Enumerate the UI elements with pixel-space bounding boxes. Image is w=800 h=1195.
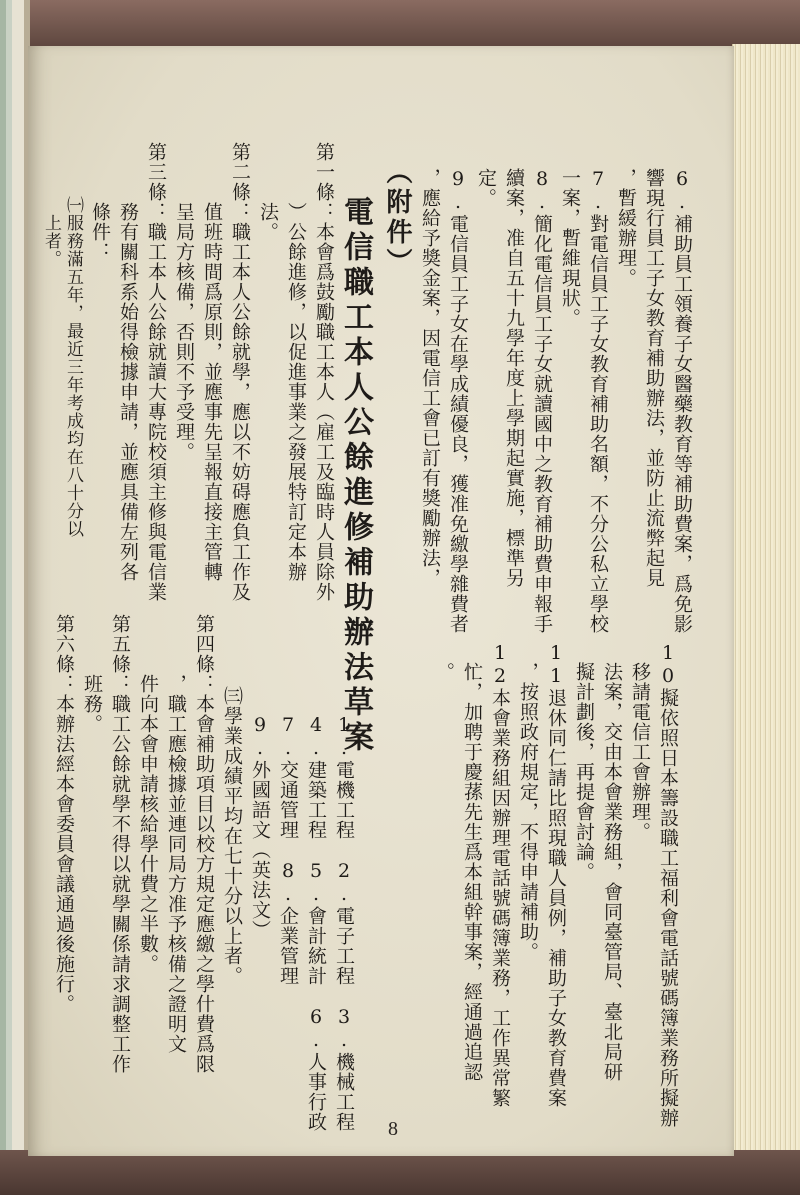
book-cover-top [0, 0, 800, 48]
document-title: 電信職工本人公餘進修補助辦法草案 [338, 196, 373, 756]
article-1-line-2: ）公餘進修，以促進事業之發展特訂定本辦 [285, 142, 307, 582]
article-5-line-1: 第五條：職工公餘就學不得以就學關係請求調整工作 [109, 614, 131, 1074]
article-3-line-1: 第三條：職工本人公餘就讀大專院校須主修與電信業 [145, 142, 167, 602]
item-11-line-1: 11退休同仁請比照現職人員例，補助子女教育費案 [545, 642, 567, 1108]
attachment-label: （附件） [382, 158, 412, 278]
item-9-line-2: ，應給予獎金案，因電信工會已訂有獎勵辦法， [419, 168, 441, 588]
item-7-line-1: 7.對電信員工子女教育補助名額，不分公私立學校 [587, 168, 609, 634]
article-4-line-1: 第四條：本會補助項目以校方規定應繳之學什費爲限 [193, 614, 215, 1074]
article-3-line-2: 務有關科系始得檢據申請，並應具備左列各 [117, 142, 139, 582]
article-4-line-2: ，職工應檢據並連同局方准予核備之證明文 [165, 614, 187, 1054]
item-11-line-2: ，按照政府規定，不得申請補助。 [517, 642, 539, 962]
article-3-sub-1-line-1: ㈠服務滿五年，最近三年考成均在八十分以 [63, 142, 83, 538]
item-8-line-2: 續案，准自五十九學年度上學期起實施，標準另 [503, 168, 525, 588]
subjects-row-1: 1.電機工程 2.電子工程 3.機械工程 [333, 714, 355, 1132]
item-6-line-3: ，暫緩辦理。 [615, 168, 637, 288]
item-6-line-2: 響現行員工子女教育補助辦法，並防止流弊起見 [643, 168, 665, 588]
book-spine [0, 0, 30, 1195]
item-12-line-1: 12本會業務組因辦理電話號碼簿業務，工作異常繁 [489, 642, 511, 1108]
item-8-line-3: 定。 [475, 168, 497, 208]
subjects-row-4: 9.外國語文（英法文） [249, 714, 271, 940]
item-7-line-2: 一案，暫維現狀。 [559, 168, 581, 328]
article-1-line-3: 法。 [257, 142, 279, 242]
book-cover-bottom [0, 1150, 800, 1195]
article-5-line-2: 班務。 [81, 614, 103, 734]
item-12-line-2: 忙，加聘于慶蓀先生爲本組幹事案，經通過追認 [461, 642, 483, 1082]
article-3-sub-1-line-2: 上者。 [41, 142, 61, 268]
article-3-sub-3: ㈢學業成績平均在七十分以上者。 [221, 686, 243, 986]
subjects-row-2: 4.建築工程 5.會計統計 6.人事行政 [305, 714, 327, 1132]
article-2-line-3: 呈局方核備，否則不予受理。 [173, 142, 195, 462]
item-10b-line-2: 擬計劃後，再提會討論。 [573, 642, 595, 882]
page-fore-edge [732, 44, 800, 1156]
article-6: 第六條：本辦法經本會委員會議通過後施行。 [53, 614, 75, 1014]
item-9-line-1: 9.電信員工子女在學成績優良，獲准免繳學雜費者 [447, 168, 469, 634]
item-12-line-3: 。 [433, 642, 455, 682]
item-10-line-2: 移請電信工會辦理。 [629, 642, 651, 842]
article-2-line-2: 值班時間爲原則，並應事先呈報直接主管轉 [201, 142, 223, 582]
book-page [28, 46, 734, 1156]
article-1-line-1: 第一條：本會爲鼓勵職工本人（雇工及臨時人員除外 [313, 142, 335, 602]
item-10-line-1: 10擬依照日本籌設職工福利會電話號碼簿業務所擬辦 [657, 642, 679, 1128]
item-6-line-1: 6.補助員工領養子女醫藥教育等補助費案，爲免影 [671, 168, 693, 634]
subjects-row-3: 7.交通管理 8.企業管理 [277, 714, 299, 986]
article-4-line-3: 件向本會申請核給學什費之半數。 [137, 614, 159, 974]
item-10b-line-1: 法案，交由本會業務組，會同臺管局、臺北局研 [601, 642, 623, 1082]
page-number: 8 [388, 1118, 398, 1140]
item-8-line-1: 8.簡化電信員工子女就讀國中之教育補助費申報手 [531, 168, 553, 634]
article-2-line-1: 第二條：職工本人公餘就學，應以不妨碍應負工作及 [229, 142, 251, 602]
article-3-line-3: 條件： [89, 142, 111, 262]
